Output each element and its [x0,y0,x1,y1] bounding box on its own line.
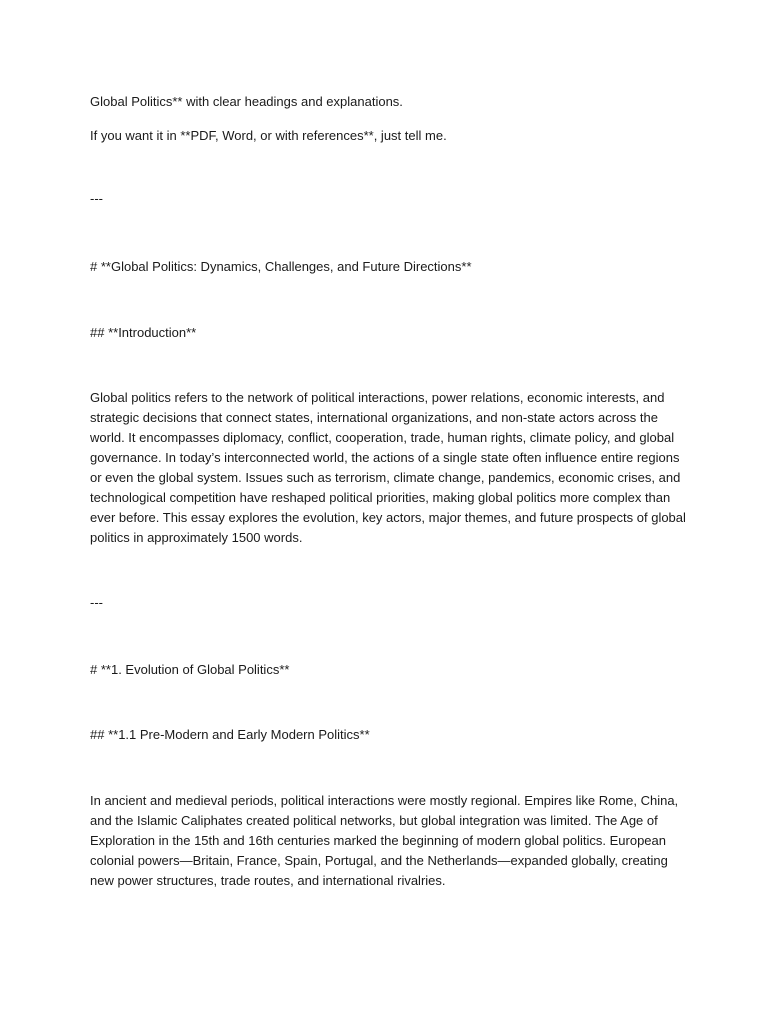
separator: --- [90,595,103,610]
paragraph-line: Exploration in the 15th and 16th centuries marked the beginning of modern global politics. European [90,833,666,848]
section-1-1-paragraph [90,791,680,891]
intro-line: Global Politics** with clear headings and explanations. [90,94,403,109]
paragraph-line: world. It encompasses diplomacy, conflict, cooperation, trade, human rights, climate policy, and global [90,430,675,445]
paragraph-line: strategic decisions that connect states, international organizations, and non-state actors across the [90,410,658,425]
intro-request-line: If you want it in **PDF, Word, or with references**, just tell me. [90,128,447,143]
paragraph-line: technological competition have reshaped political priorities, making global politics more complex than [90,490,671,505]
heading-section-1-1: ## **1.1 Pre-Modern and Early Modern Politics** [90,727,370,742]
separator: --- [90,191,103,206]
paragraph-line: colonial powers—Britain, France, Spain, Portugal, and the Netherlands—expanded globally, creating [90,853,668,868]
paragraph-line: In ancient and medieval periods, political interactions were mostly regional. Empires like Rome, China, [90,793,679,808]
paragraph-line: Global politics refers to the network of political interactions, power relations, economic interests, and [90,390,665,405]
paragraph-line: and the Islamic Caliphates created political networks, but global integration was limited. The Age of [90,813,658,828]
paragraph-line: new power structures, trade routes, and international rivalries. [90,873,446,888]
paragraph-line: ever before. This essay explores the evolution, key actors, major themes, and future prospects of global [90,510,686,525]
paragraph-line: or even the global system. Issues such as terrorism, climate change, pandemics, economic crises, and [90,470,681,485]
introduction-paragraph [90,388,686,548]
document-title: # **Global Politics: Dynamics, Challenges, and Future Directions** [90,259,472,274]
heading-section-1: # **1. Evolution of Global Politics** [90,662,290,677]
heading-introduction: ## **Introduction** [90,325,197,340]
paragraph-line: politics in approximately 1500 words. [90,530,303,545]
paragraph-line: governance. In today’s interconnected world, the actions of a single state often influence entire regions [90,450,680,465]
